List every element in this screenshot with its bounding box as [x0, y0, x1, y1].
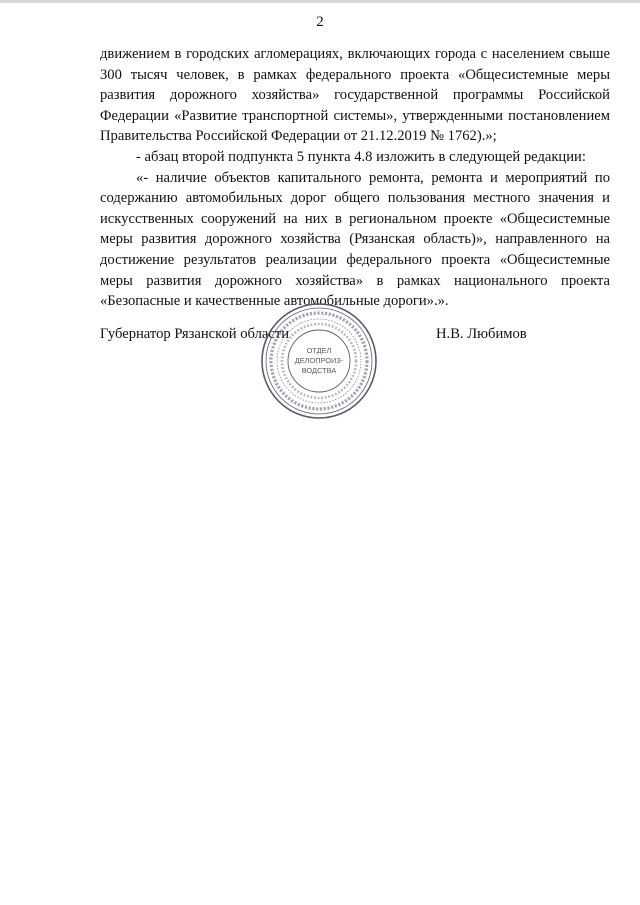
stamp-center-line-2: ДЕЛОПРОИЗ-	[294, 356, 344, 365]
document-body	[100, 44, 610, 312]
paragraph-amendment-intro: - абзац второй подпункта 5 пункта 4.8 изложить в следующей редакции:	[136, 148, 586, 165]
page-number: 2	[316, 14, 324, 30]
stamp-center-line-1: ОТДЕЛ	[306, 346, 332, 355]
page-top-edge	[0, 0, 640, 3]
stamp-center-line-3: ВОДСТВА	[301, 366, 337, 375]
official-stamp	[260, 302, 378, 420]
signatory-position: Губернатор Рязанской области	[100, 326, 290, 342]
paragraph-continuation: движением в городских агломерациях, включающих города с населением свыше 300 тысяч человек, в рамках федерального проекта «Общесистемные меры развития дорожного хозяйства» государственной программы Российской Федерации «Развитие транспортной системы», утвержденными постановлением Правительства Российской Федерации от 21.12.2019 № 1762).»;	[100, 46, 610, 145]
stamp-seal-icon	[260, 302, 378, 420]
signatory-name: Н.В. Любимов	[436, 326, 527, 342]
paragraph-amendment-text: «- наличие объектов капитального ремонта, ремонта и мероприятий по содержанию автомобильных дорог общего пользования местного значения и искусственных сооружений на них в региональном проекте «Общесистемные меры развития дорожного хозяйства (Рязанская область)», направленного на достижение результатов реализации федерального проекта «Общесистемные меры развития дорожного хозяйства» в рамках национального проекта «Безопасные и качественные автомобильные дороги».».	[100, 169, 610, 310]
